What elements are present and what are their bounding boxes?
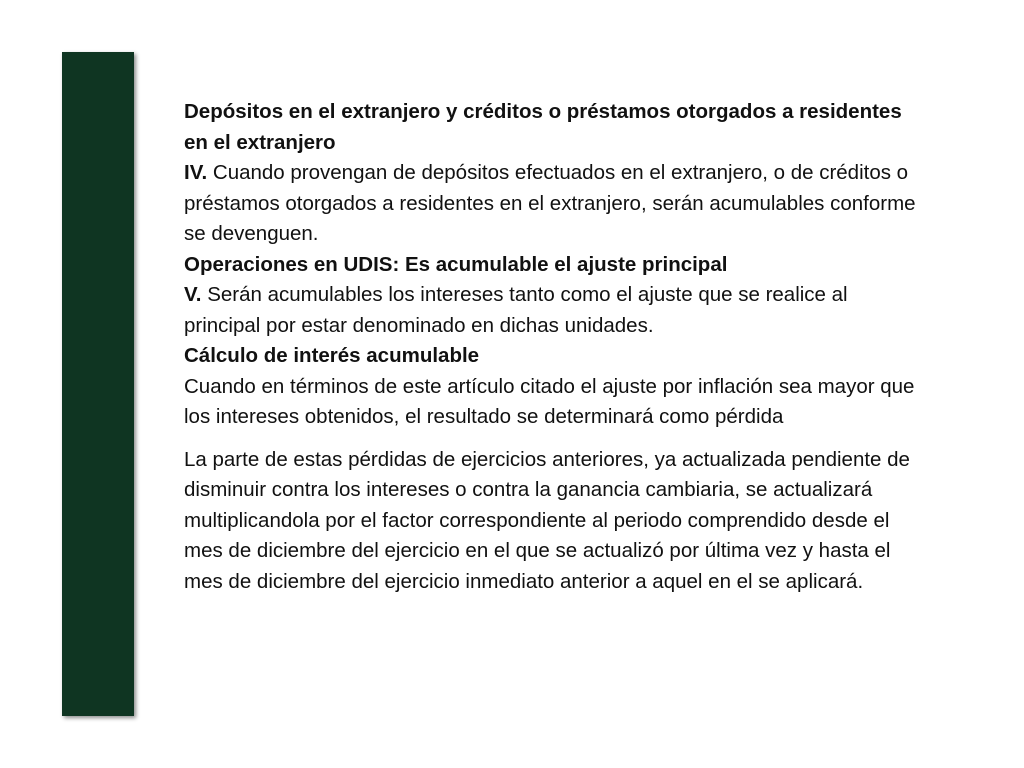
section-heading-foreign-deposits: Depósitos en el extranjero y créditos o préstamos otorgados a residentes en el extranjero [184,100,902,154]
slide-content [184,97,924,597]
section-heading-interest-calculation: Cálculo de interés acumulable [184,344,480,367]
section-heading-udis: Operaciones en UDIS: Es acumulable el ajuste principal [184,252,728,276]
section-text-udis: Serán acumulables los intereses tanto como el ajuste que se realice al principal por estar denominado en dichas unidades. [184,283,848,337]
section-body-foreign-deposits [184,158,924,250]
section-text-foreign-deposits: Cuando provengan de depósitos efectuados en el extranjero, o de créditos o préstamos otorgados a residentes en el extranjero, serán acumulables conforme se devenguen. [184,161,916,245]
section-lead-v: V. [184,283,202,306]
section-body-udis [184,280,924,341]
decorative-side-bar [62,52,134,716]
closing-paragraph: La parte de estas pérdidas de ejercicios anteriores, ya actualizada pendiente de disminuir contra los intereses o contra la ganancia cambiaria, se actualizará multiplicandola por el factor correspondiente al periodo comprendido desde el mes de diciembre del ejercicio en el que se actualizó por última vez y hasta el mes de diciembre del ejercicio inmediato anterior a aquel en el se aplicará. [184,447,910,593]
section-lead-iv: IV. [184,161,208,184]
section-body-interest-calculation: Cuando en términos de este artículo citado el ajuste por inflación sea mayor que los intereses obtenidos, el resultado se determinará como pérdida [184,374,915,428]
